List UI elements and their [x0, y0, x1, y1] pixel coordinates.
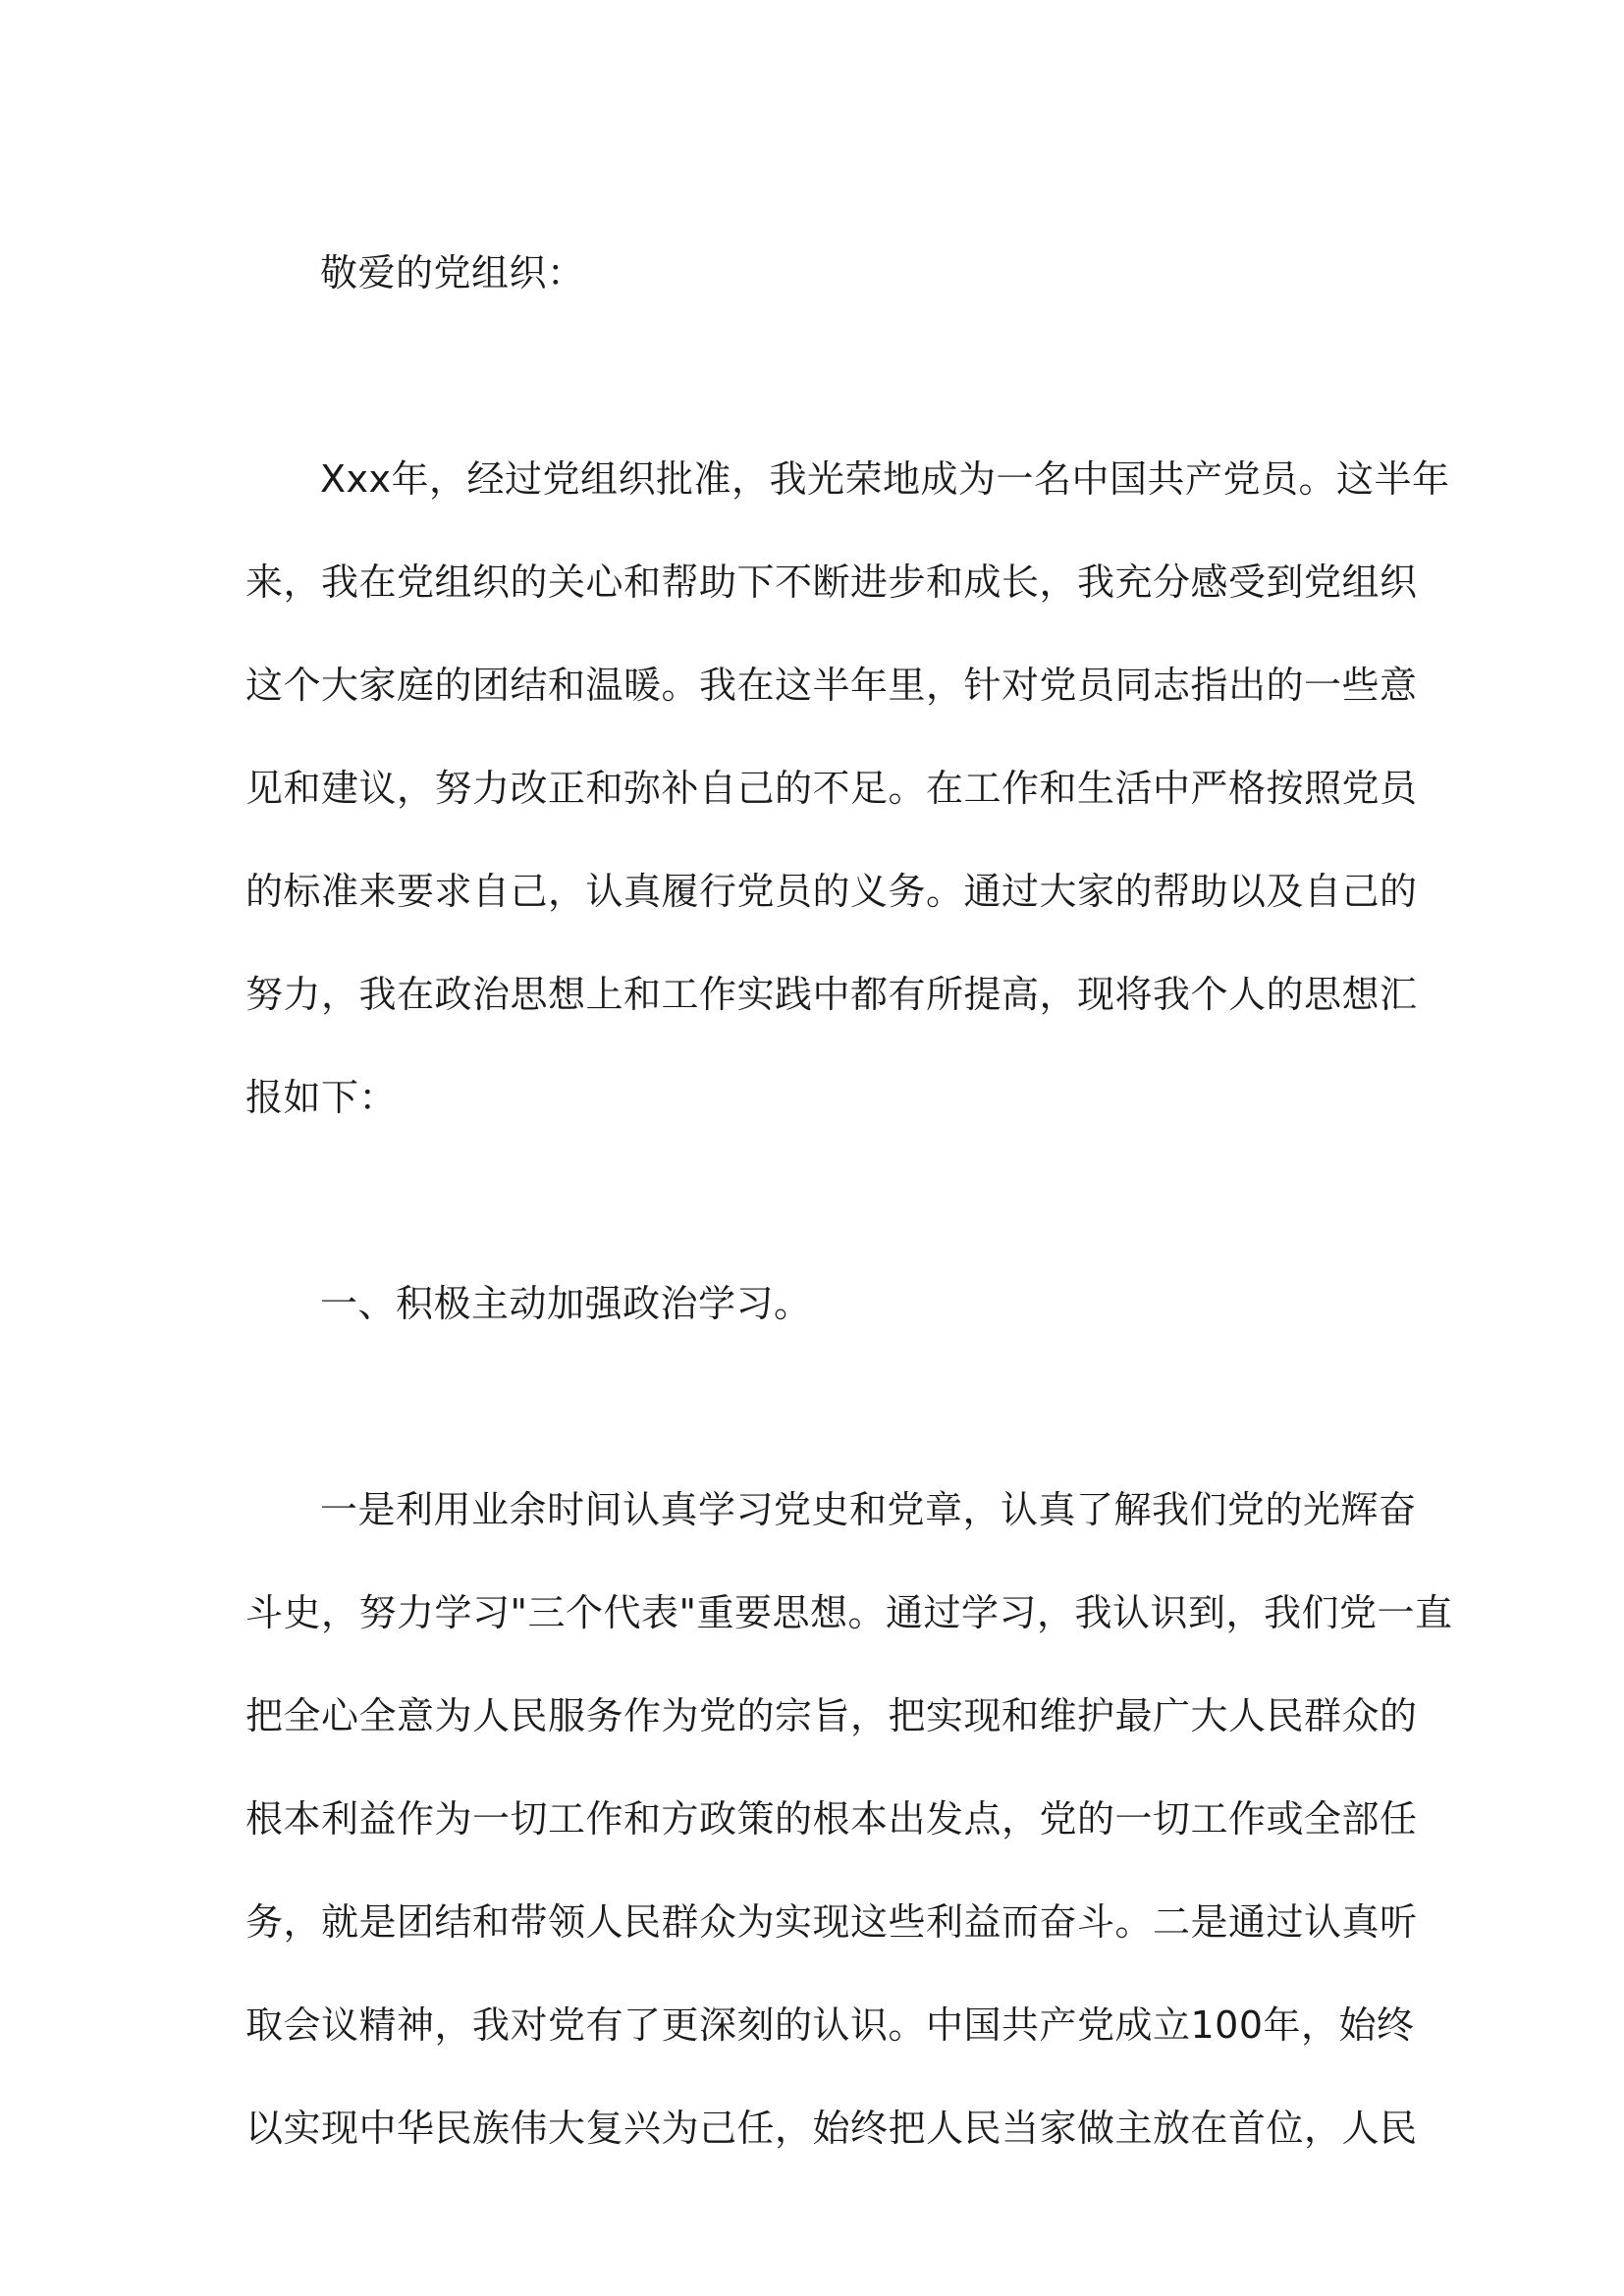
paragraph-spacer: [245, 1356, 1386, 1459]
paragraph-2-line-3: 把全心全意为人民服务作为党的宗旨，把实现和维护最广大人民群众的: [245, 1694, 1418, 1737]
paragraph-1-line-1: Xxx年，经过党组织批准，我光荣地成为一名中国共产党员。这半年: [320, 457, 1450, 501]
paragraph-2-line-2: 斗史，努力学习"三个代表"重要思想。通过学习，我认识到，我们党一直: [245, 1591, 1453, 1634]
paragraph-1-line-2: 来，我在党组织的关心和帮助下不断进步和成长，我充分感受到党组织: [245, 561, 1418, 604]
paragraph-2-line-4: 根本利益作为一切工作和方政策的根本出发点，党的一切工作或全部任: [245, 1797, 1418, 1841]
paragraph-1-line-4: 见和建议，努力改正和弥补自己的不足。在工作和生活中严格按照党员: [245, 767, 1418, 810]
paragraph-2-line-5: 务，就是团结和带领人民群众为实现这些利益而奋斗。二是通过认真听: [245, 1900, 1418, 1944]
paragraph-2-line-6: 取会议精神，我对党有了更深刻的认识。中国共产党成立100年，始终: [245, 2003, 1415, 2047]
paragraph-spacer: [245, 325, 1386, 428]
paragraph-1-line-5: 的标准来要求自己，认真履行党员的义务。通过大家的帮助以及自己的: [245, 870, 1418, 913]
paragraph-spacer: [245, 1149, 1386, 1253]
paragraph-1-line-3: 这个大家庭的团结和温暖。我在这半年里，针对党员同志指出的一些意: [245, 664, 1418, 707]
salutation: 敬爱的党组织：: [320, 251, 585, 294]
paragraph-1-line-7: 报如下：: [245, 1076, 398, 1119]
document-body: [245, 222, 1453, 2180]
section-heading-1: 一、积极主动加强政治学习。: [320, 1282, 812, 1325]
paragraph-1-line-6: 努力，我在政治思想上和工作实践中都有所提高，现将我个人的思想汇: [245, 973, 1418, 1016]
paragraph-2-line-1: 一是利用业余时间认真学习党史和党章，认真了解我们党的光辉奋: [320, 1488, 1417, 1531]
paragraph-2-line-7: 以实现中华民族伟大复兴为己任，始终把人民当家做主放在首位，人民: [245, 2107, 1418, 2150]
